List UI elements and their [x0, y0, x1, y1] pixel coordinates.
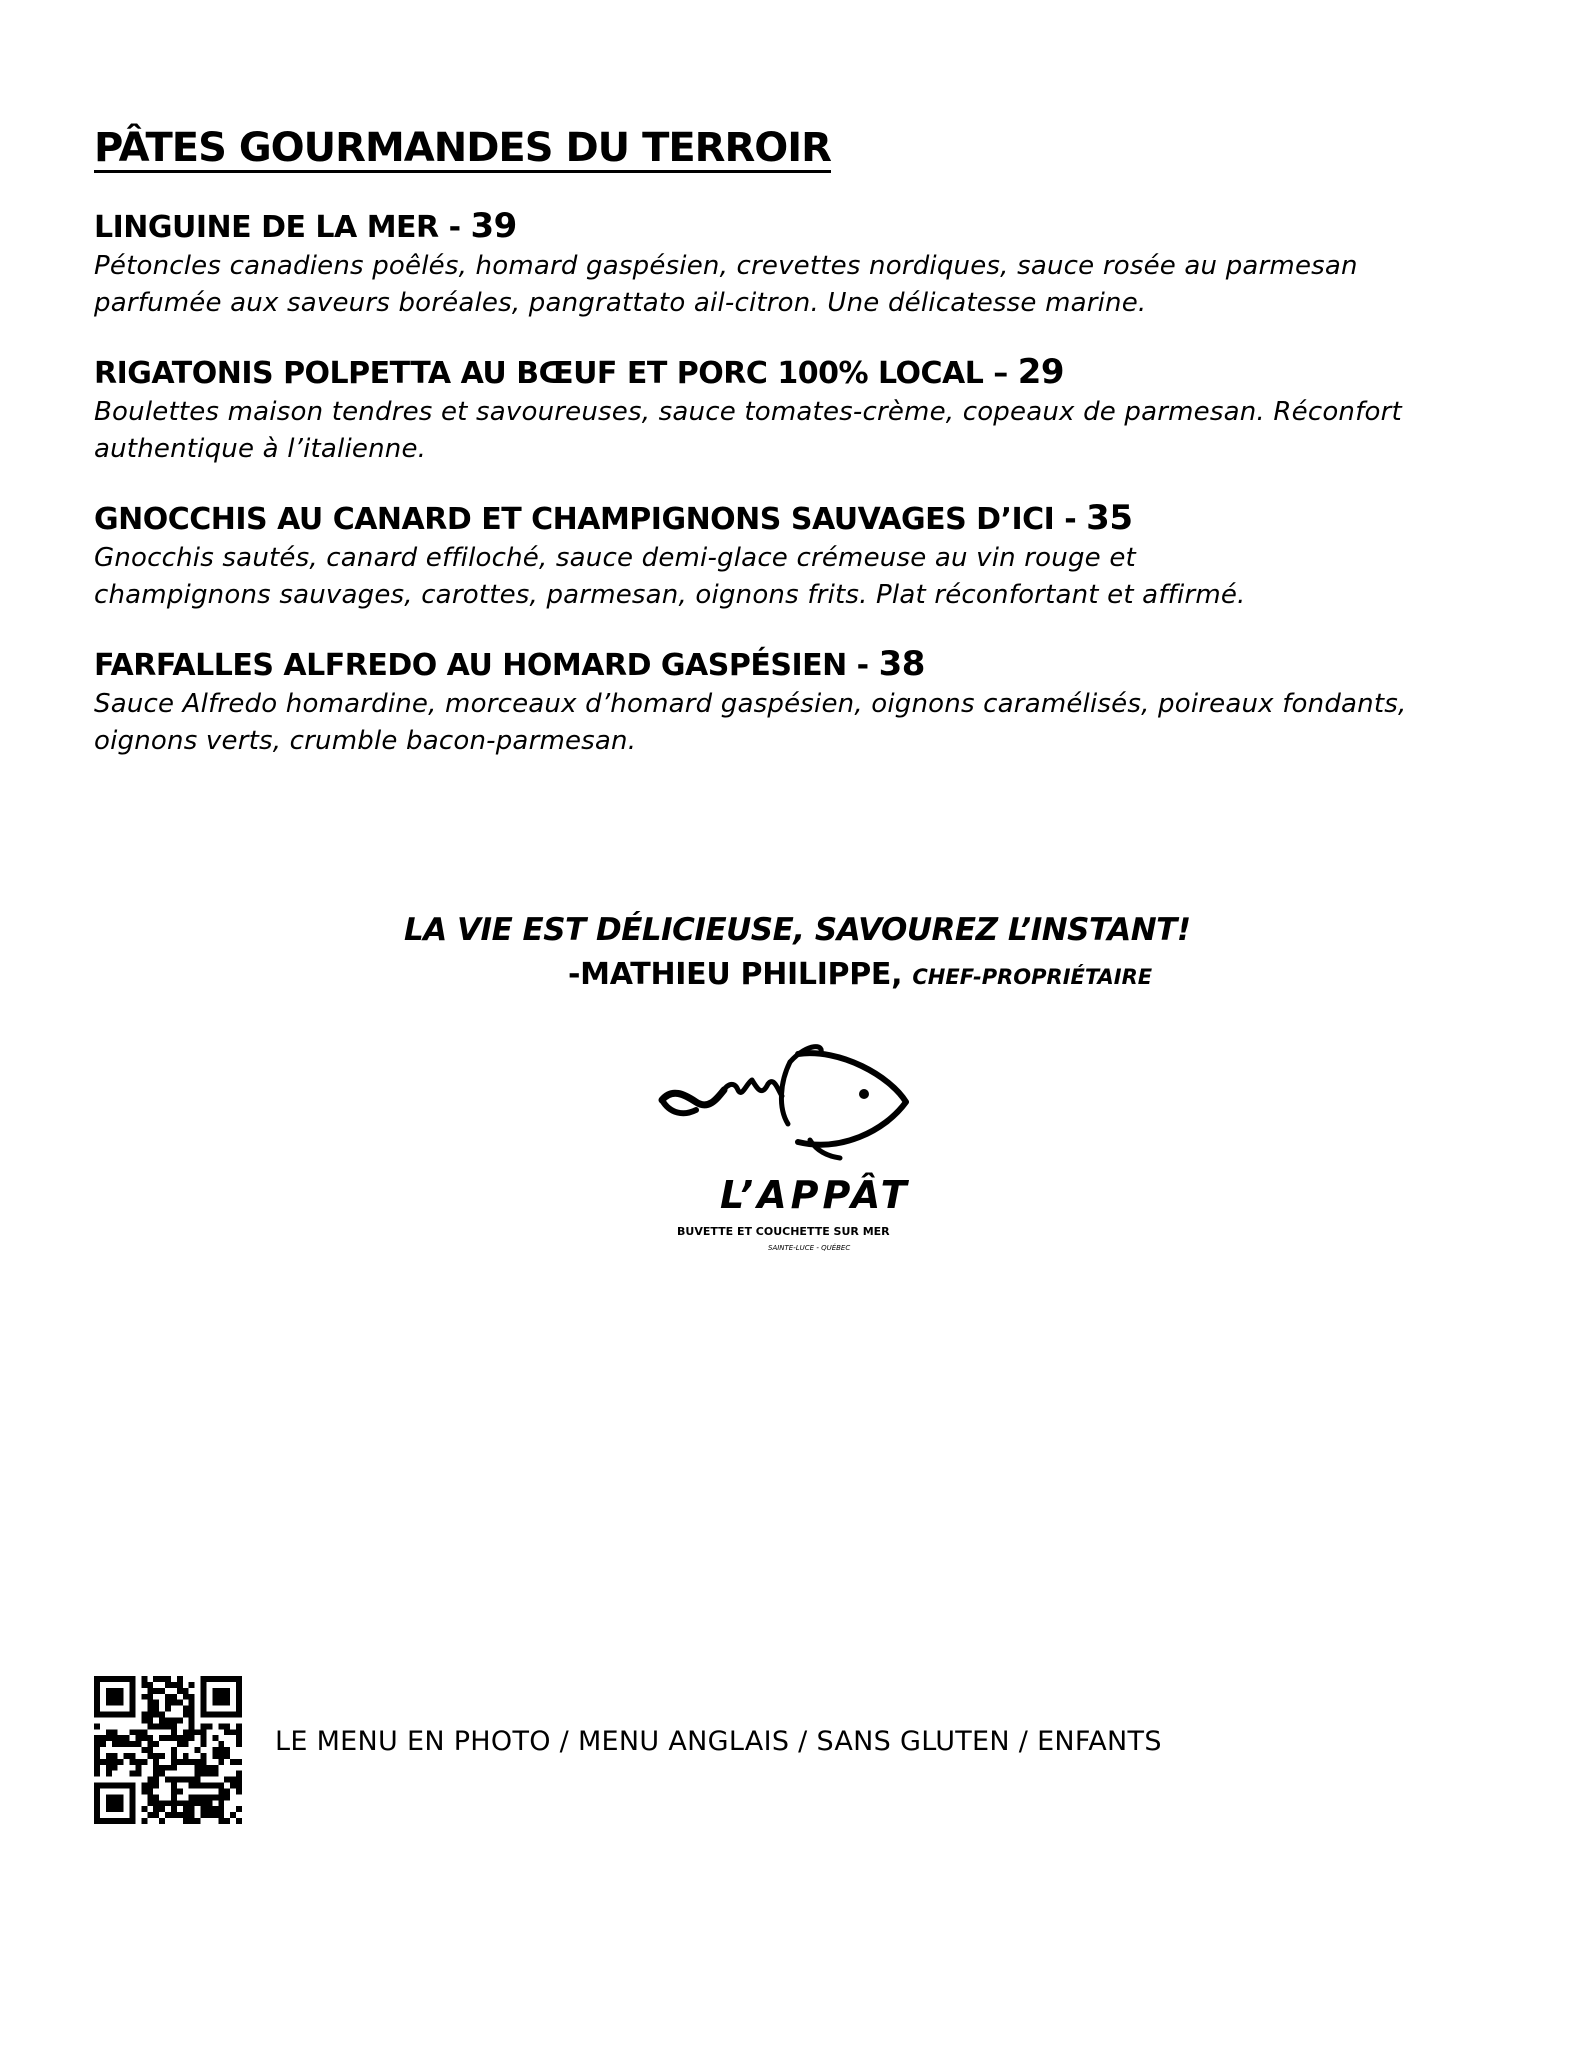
fish-icon [662, 1047, 906, 1158]
dish-description-line: parfumée aux saveurs boréales, pangrattato ail-citron. Une délicatesse marine. [94, 288, 1147, 318]
dish-price: 39 [470, 206, 517, 246]
dish-description-line: Boulettes maison tendres et savoureuses, sauce tomates-crème, copeaux de parmesan. Réconfort [94, 397, 1402, 427]
dish-description-line: authentique à l’italienne. [94, 434, 427, 464]
dish-name: FARFALLES ALFREDO AU HOMARD GASPÉSIEN - [94, 648, 879, 683]
dish-description-line: champignons sauvages, carottes, parmesan, oignons frits. Plat réconfortant et affirmé. [94, 580, 1246, 610]
dish-item [94, 500, 1494, 614]
dish-item [94, 208, 1494, 322]
dish-name: RIGATONIS POLPETTA AU BŒUF ET PORC 100% LOCAL – [94, 356, 1018, 391]
logo-name: L’APPÂT [720, 1173, 911, 1217]
dish-price: 38 [878, 644, 925, 684]
restaurant-logo [650, 1040, 930, 1270]
dish-name: LINGUINE DE LA MER - [94, 210, 471, 245]
dish-description-line: Gnocchis sautés, canard effiloché, sauce demi-glace crémeuse au vin rouge et [94, 543, 1136, 573]
dish-item [94, 354, 1494, 468]
dish-description-line: Sauce Alfredo homardine, morceaux d’homard gaspésien, oignons caramélisés, poireaux fondants, [94, 689, 1407, 719]
dish-description [94, 248, 1494, 322]
dish-heading [94, 354, 1494, 392]
dish-price: 29 [1017, 352, 1065, 392]
dish-name: GNOCCHIS AU CANARD ET CHAMPIGNONS SAUVAGES D’ICI - [94, 502, 1087, 537]
chef-name: -MATHIEU PHILIPPE, [568, 957, 913, 992]
footer-menu-links[interactable]: LE MENU EN PHOTO / MENU ANGLAIS / SANS GLUTEN / ENFANTS [275, 1726, 1162, 1757]
chef-signature [568, 957, 1152, 992]
dish-item [94, 646, 1494, 760]
dish-description [94, 394, 1494, 468]
chef-quote: LA VIE EST DÉLICIEUSE, SAVOUREZ L’INSTANT! [404, 912, 1191, 948]
dish-heading [94, 500, 1494, 538]
dish-heading [94, 208, 1494, 246]
dish-description [94, 686, 1494, 760]
logo-location: SAINTE-LUCE - QUÉBEC [768, 1244, 851, 1252]
dish-description-line: Pétoncles canadiens poêlés, homard gaspésien, crevettes nordiques, sauce rosée au parmesan [94, 251, 1358, 281]
dish-description [94, 540, 1494, 614]
dish-price: 35 [1086, 498, 1133, 538]
chef-role: CHEF-PROPRIÉTAIRE [912, 965, 1153, 989]
section-title: PÂTES GOURMANDES DU TERROIR [94, 125, 831, 171]
dish-description-line: oignons verts, crumble bacon-parmesan. [94, 726, 637, 756]
logo-tagline: BUVETTE ET COUCHETTE SUR MER [677, 1225, 890, 1238]
qr-code-icon[interactable] [94, 1676, 242, 1824]
dish-heading [94, 646, 1494, 684]
